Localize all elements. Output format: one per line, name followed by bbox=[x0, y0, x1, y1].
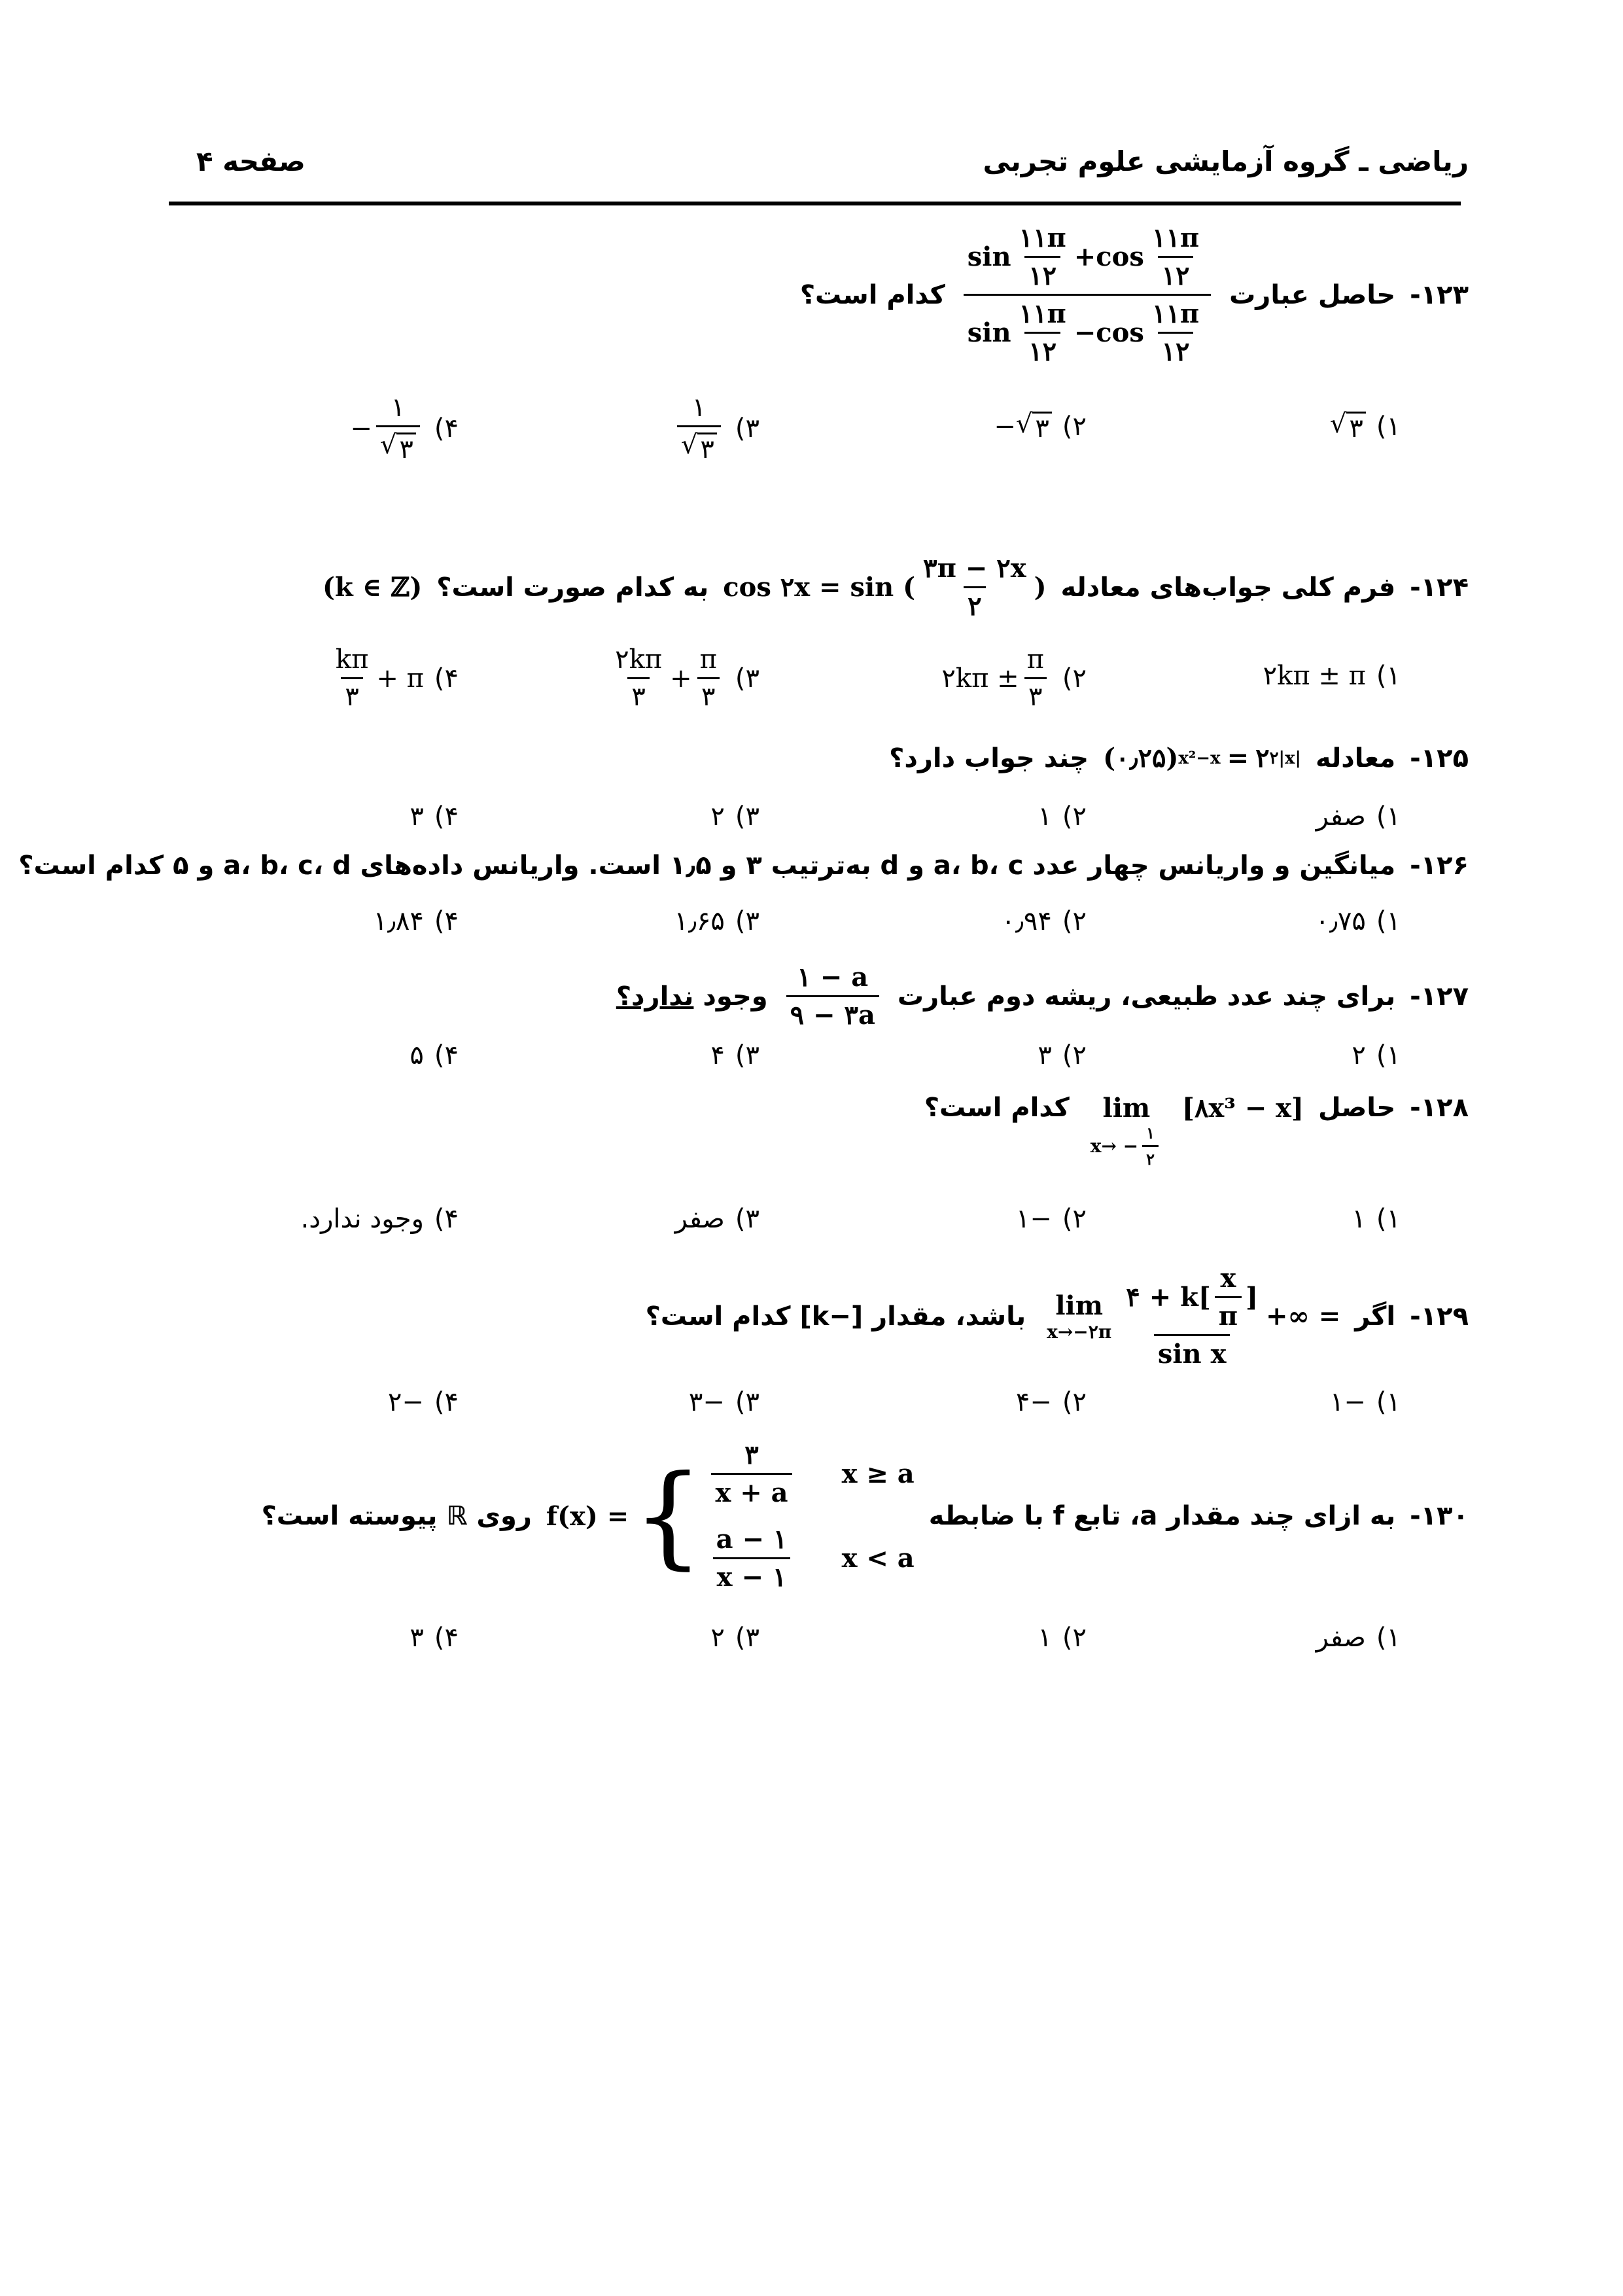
left-brace-icon: { bbox=[633, 1451, 704, 1581]
option-value: ۱ bbox=[1038, 802, 1052, 832]
option-value: صفر bbox=[1316, 802, 1366, 832]
angle-num: ۱۱π bbox=[1151, 222, 1200, 253]
option-value: ۰٫۷۵ bbox=[1315, 906, 1366, 936]
option-value: ۲ bbox=[1352, 1040, 1366, 1070]
cos-term: cos bbox=[1096, 317, 1144, 348]
option-label: ۲) bbox=[1062, 1387, 1087, 1417]
option-label: ۴) bbox=[434, 802, 459, 832]
question-text-end: وجود ندارد؟ bbox=[616, 981, 768, 1012]
question-130 bbox=[160, 1439, 1469, 1593]
option-value: − √ ۳ bbox=[994, 409, 1052, 444]
question-text-end: به کدام صورت است؟ bbox=[436, 572, 709, 603]
option-value: $\frac{۲k\pi}{۳}$ + $\frac{\pi}{۳}$ bbox=[607, 645, 725, 712]
option-2[interactable] bbox=[1016, 1387, 1087, 1417]
option-4[interactable] bbox=[373, 906, 459, 936]
option-label: ۲) bbox=[1062, 1204, 1087, 1234]
option-2[interactable] bbox=[1016, 1204, 1087, 1234]
question-text-end: چند جواب دارد؟ bbox=[889, 743, 1089, 773]
option-3[interactable] bbox=[710, 1623, 759, 1653]
option-4[interactable] bbox=[410, 802, 459, 832]
question-text: میانگین و واریانس چهار عدد a، b، c و d به‌ترتیب ۳ و ۱٫۵ است. واریانس داده‌های a، b، c، d و ۵ کدام است؟ bbox=[18, 851, 1396, 881]
question-text: برای چند عدد طبیعی، ریشه دوم عبارت bbox=[897, 981, 1396, 1012]
question-127 bbox=[160, 962, 1469, 1031]
angle-den: ۱۲ bbox=[1158, 332, 1194, 367]
option-value: صفر bbox=[1316, 1623, 1366, 1653]
option-3[interactable] bbox=[710, 802, 759, 832]
question-text-end: کدام است؟ bbox=[924, 1093, 1070, 1123]
question-129 bbox=[160, 1263, 1469, 1369]
option-value: −۲ bbox=[387, 1387, 424, 1417]
option-value: ۳ bbox=[1038, 1040, 1052, 1070]
option-label: ۱) bbox=[1376, 906, 1401, 936]
question-number: ۱۳۰- bbox=[1410, 1501, 1469, 1531]
option-value: ۱ bbox=[1038, 1623, 1052, 1653]
option-label: ۳) bbox=[735, 1040, 759, 1070]
option-2[interactable] bbox=[1038, 1623, 1087, 1653]
cos-term: cos bbox=[1096, 241, 1144, 272]
option-value: ۳ bbox=[410, 1623, 424, 1653]
option-label: ۲) bbox=[1062, 906, 1087, 936]
option-label: ۱) bbox=[1376, 1623, 1401, 1653]
option-value: ۵ bbox=[410, 1040, 424, 1070]
option-value: ۰٫۹۴ bbox=[1001, 906, 1052, 936]
option-1[interactable] bbox=[1263, 661, 1401, 691]
option-value: −۳ bbox=[688, 1387, 725, 1417]
option-3[interactable] bbox=[673, 393, 759, 465]
option-value: $\frac{k\pi}{۳}$ + π bbox=[335, 645, 424, 712]
option-4[interactable] bbox=[410, 1623, 459, 1653]
question-number: ۱۲۴- bbox=[1410, 572, 1469, 603]
question-126 bbox=[18, 851, 1469, 881]
option-label: ۳) bbox=[735, 906, 759, 936]
question-number: ۱۲۳- bbox=[1410, 279, 1469, 310]
option-label: ۴) bbox=[434, 1040, 459, 1070]
option-label: ۳) bbox=[735, 802, 759, 832]
page-number: صفحه ۴ bbox=[196, 145, 305, 177]
option-value: ۱ √ ۳ bbox=[673, 393, 725, 465]
option-2[interactable] bbox=[1038, 1040, 1087, 1070]
angle-den: ۱۲ bbox=[1024, 256, 1060, 291]
option-label: ۳) bbox=[735, 414, 759, 444]
option-label: ۴) bbox=[434, 663, 459, 694]
option-1[interactable] bbox=[1352, 1040, 1401, 1070]
option-label: ۲) bbox=[1062, 802, 1087, 832]
question-number: ۱۲۶- bbox=[1410, 851, 1469, 881]
option-value: ۱ bbox=[1352, 1204, 1366, 1234]
option-2[interactable] bbox=[1038, 802, 1087, 832]
option-3[interactable] bbox=[689, 1387, 759, 1417]
option-1[interactable] bbox=[1352, 1204, 1401, 1234]
option-1[interactable] bbox=[1316, 1623, 1401, 1653]
option-2[interactable] bbox=[941, 645, 1087, 712]
option-label: ۱) bbox=[1376, 661, 1401, 691]
option-1[interactable] bbox=[1316, 802, 1401, 832]
equation: cos ۲x = sin ( $\frac{۳\pi - ۲x}{۲}$ ) bbox=[723, 553, 1047, 622]
option-4[interactable] bbox=[328, 645, 459, 712]
angle-num: ۱۱π bbox=[1151, 298, 1200, 329]
option-label: ۳) bbox=[735, 1204, 759, 1234]
option-4[interactable] bbox=[388, 1387, 459, 1417]
option-label: ۴) bbox=[434, 1204, 459, 1234]
equation: (۰٫۲۵) x²−x = ۲ ۲|x| bbox=[1103, 743, 1301, 773]
option-1[interactable] bbox=[1330, 409, 1401, 444]
question-123 bbox=[160, 222, 1469, 367]
option-3[interactable] bbox=[710, 1040, 759, 1070]
option-label: ۳) bbox=[735, 1623, 759, 1653]
question-124 bbox=[160, 553, 1469, 622]
sin-term: sin bbox=[967, 241, 1011, 272]
question-number: ۱۲۷- bbox=[1410, 981, 1469, 1012]
option-1[interactable] bbox=[1315, 906, 1401, 936]
question-125 bbox=[160, 743, 1469, 773]
option-value: √ ۳ bbox=[1330, 409, 1366, 444]
option-label: ۴) bbox=[434, 906, 459, 936]
plus-sign: + bbox=[1073, 241, 1096, 272]
option-label: ۳) bbox=[735, 1387, 759, 1417]
option-3[interactable] bbox=[674, 906, 759, 936]
option-label: ۲) bbox=[1062, 1623, 1087, 1653]
option-3[interactable] bbox=[675, 1204, 759, 1234]
option-value: ۲kπ ± $\frac{\pi}{۳}$ bbox=[941, 645, 1052, 712]
option-4[interactable] bbox=[301, 1204, 459, 1234]
option-label: ۲) bbox=[1062, 411, 1087, 442]
option-4[interactable] bbox=[350, 393, 459, 465]
option-4[interactable] bbox=[410, 1040, 459, 1070]
option-1[interactable] bbox=[1330, 1387, 1401, 1417]
option-value: ۲ bbox=[710, 1623, 725, 1653]
limit-expression: lim x→ − $\frac{۱}{۲}$ [۸x³ − x] bbox=[1090, 1093, 1304, 1169]
option-3[interactable] bbox=[607, 645, 759, 712]
option-2[interactable] bbox=[1001, 906, 1087, 936]
option-value: ۱٫۸۴ bbox=[373, 906, 424, 936]
question-128 bbox=[160, 1093, 1469, 1169]
option-label: ۲) bbox=[1062, 663, 1087, 694]
sin-term: sin bbox=[967, 317, 1011, 348]
trig-expression bbox=[960, 222, 1215, 367]
question-number: ۱۲۸- bbox=[1410, 1093, 1469, 1123]
option-label: ۴) bbox=[434, 1387, 459, 1417]
option-value: −۱ bbox=[1015, 1204, 1052, 1234]
option-2[interactable] bbox=[994, 409, 1087, 444]
angle-num: ۱۱π bbox=[1019, 222, 1066, 253]
option-value: وجود ندارد. bbox=[300, 1204, 424, 1234]
question-text-end: کدام است؟ bbox=[799, 279, 945, 310]
angle-den: ۱۲ bbox=[1024, 332, 1060, 367]
question-text-end: روی ℝ پیوسته است؟ bbox=[261, 1501, 532, 1531]
header-divider bbox=[169, 202, 1461, 205]
option-value: صفر bbox=[674, 1204, 725, 1234]
question-text: معادله bbox=[1315, 743, 1396, 773]
question-text: فرم کلی جواب‌های معادله bbox=[1060, 572, 1396, 603]
option-label: ۱) bbox=[1376, 1204, 1401, 1234]
page-header-title: ریاضی ـ گروه آزمایشی علوم تجربی bbox=[983, 145, 1469, 177]
option-value: ۳ bbox=[410, 802, 424, 832]
option-label: ۱) bbox=[1376, 1040, 1401, 1070]
question-text-end: باشد، مقدار [−k] کدام است؟ bbox=[645, 1301, 1026, 1332]
option-value: −۱ bbox=[1329, 1387, 1366, 1417]
option-value: ۴ bbox=[710, 1040, 725, 1070]
option-value: ۲kπ ± π bbox=[1263, 661, 1366, 691]
option-label: ۱) bbox=[1376, 1387, 1401, 1417]
option-label: ۲) bbox=[1062, 1040, 1087, 1070]
option-label: ۴) bbox=[434, 1623, 459, 1653]
piecewise-function: $\frac{۳}{x + a}$ x ≥ a $\frac{a - ۱}{x - ۱}$ x < a { f(x) = bbox=[546, 1439, 915, 1593]
option-value: ۱٫۶۵ bbox=[674, 906, 725, 936]
option-label: ۱) bbox=[1376, 411, 1401, 442]
option-label: ۱) bbox=[1376, 802, 1401, 832]
option-value: − ۱ √ ۳ bbox=[350, 393, 424, 465]
question-text: حاصل bbox=[1318, 1093, 1396, 1123]
question-number: ۱۲۹- bbox=[1410, 1301, 1469, 1332]
question-text: به ازای چند مقدار a، تابع f با ضابطه bbox=[928, 1501, 1396, 1531]
minus-sign: − bbox=[1073, 317, 1096, 348]
question-text: اگر bbox=[1355, 1301, 1396, 1332]
angle-num: ۱۱π bbox=[1019, 298, 1066, 329]
fraction-expression: $\frac{۱ - a}{۹ - ۳a}$ bbox=[782, 962, 883, 1031]
condition: (k ∈ ℤ) bbox=[323, 572, 423, 603]
question-text: حاصل عبارت bbox=[1229, 279, 1396, 310]
option-label: ۴) bbox=[434, 414, 459, 444]
limit-expression: lim x→−۲π ۴ + k[ $\frac{x}{\pi}$ ] sin x +∞ = bbox=[1047, 1263, 1341, 1369]
option-value: −۴ bbox=[1015, 1387, 1052, 1417]
angle-den: ۱۲ bbox=[1158, 256, 1194, 291]
option-value: ۲ bbox=[710, 802, 725, 832]
option-label: ۳) bbox=[735, 663, 759, 694]
question-number: ۱۲۵- bbox=[1410, 743, 1469, 773]
